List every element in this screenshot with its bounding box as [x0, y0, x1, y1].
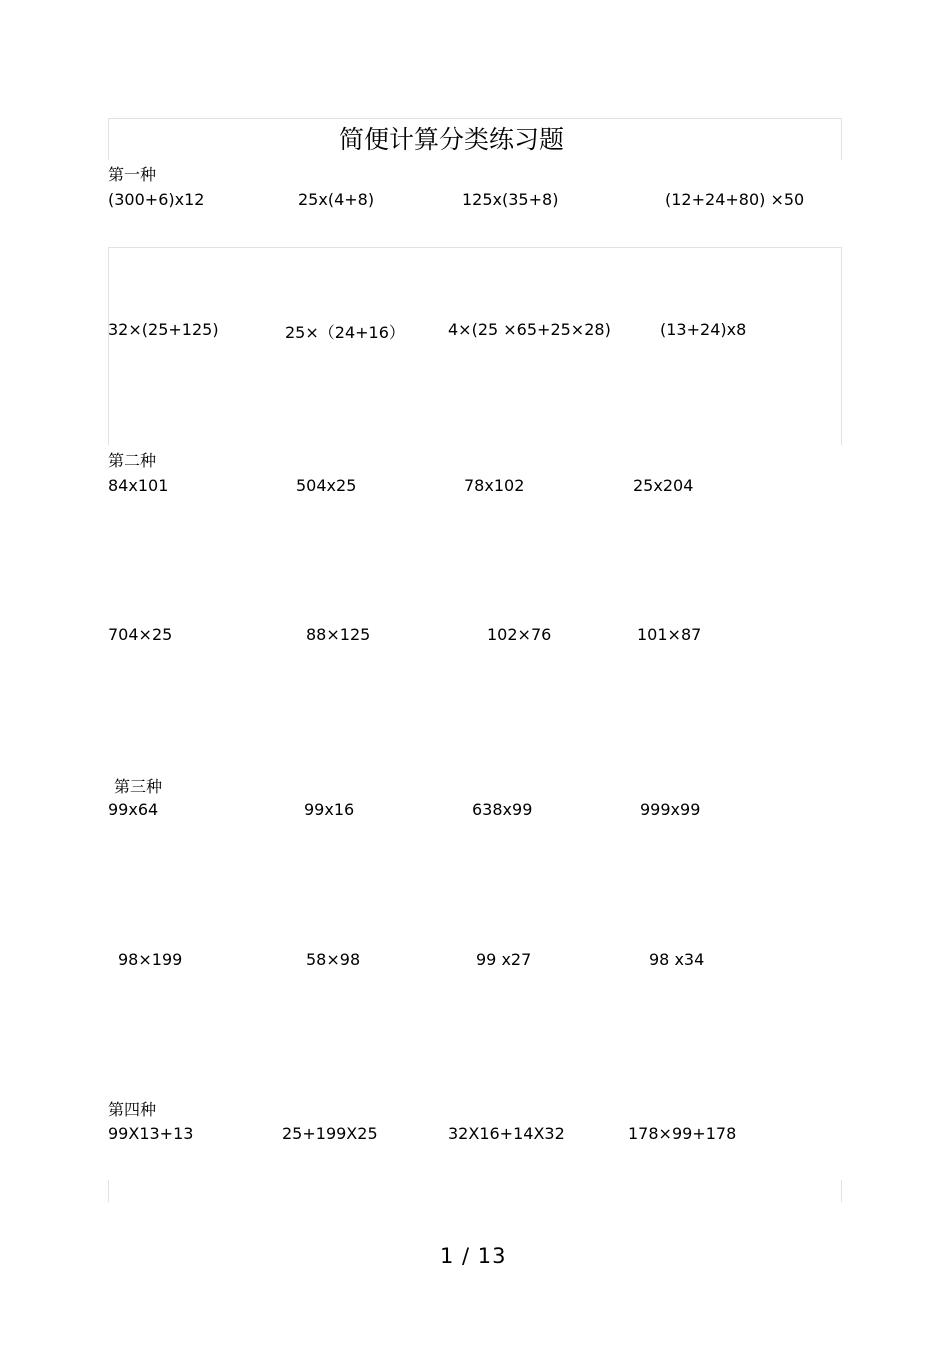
- problem: 99 x27: [476, 950, 532, 969]
- problem: 704×25: [108, 625, 173, 644]
- problem: 25×（24+16）: [285, 323, 405, 342]
- problem: 25x204: [633, 476, 694, 495]
- problem: 99X13+13: [108, 1124, 194, 1143]
- frame-bottom-right-line: [841, 1180, 842, 1202]
- section-label: 第一种: [108, 165, 157, 184]
- frame-mid-top-line: [108, 247, 842, 248]
- problem: 32X16+14X32: [448, 1124, 565, 1143]
- problem: 999x99: [640, 800, 701, 819]
- problem: 504x25: [296, 476, 357, 495]
- section-label: 第二种: [108, 451, 157, 470]
- problem: 25x(4+8): [298, 190, 375, 209]
- problem: 101×87: [637, 625, 702, 644]
- problem: (13+24)x8: [660, 320, 747, 339]
- problem: 99x64: [108, 800, 159, 819]
- problem: 4×(25 ×65+25×28): [448, 320, 611, 339]
- page-title: 简便计算分类练习题: [339, 125, 565, 154]
- problem: 98×199: [118, 950, 183, 969]
- section-label: 第三种: [114, 777, 163, 796]
- problem: 32×(25+125): [108, 320, 219, 339]
- problem: (300+6)x12: [108, 190, 205, 209]
- frame-bottom-left-line: [108, 1180, 109, 1202]
- problem: 88×125: [306, 625, 371, 644]
- problem: 125x(35+8): [462, 190, 559, 209]
- problem: 25+199X25: [282, 1124, 378, 1143]
- problem: 98 x34: [649, 950, 705, 969]
- page-indicator: 1 / 13: [440, 1244, 507, 1268]
- frame-top-line: [108, 118, 842, 119]
- problem: 178×99+178: [628, 1124, 737, 1143]
- section-label: 第四种: [108, 1100, 157, 1119]
- problem: 638x99: [472, 800, 533, 819]
- problem: 84x101: [108, 476, 169, 495]
- problem: 99x16: [304, 800, 355, 819]
- frame-mid-right-line: [841, 247, 842, 445]
- problem: 78x102: [464, 476, 525, 495]
- frame-right-line: [841, 118, 842, 160]
- problem: 102×76: [487, 625, 552, 644]
- frame-left-line: [108, 118, 109, 160]
- problem: (12+24+80) ×50: [665, 190, 805, 209]
- frame-mid-left-line: [108, 247, 109, 445]
- problem: 58×98: [306, 950, 361, 969]
